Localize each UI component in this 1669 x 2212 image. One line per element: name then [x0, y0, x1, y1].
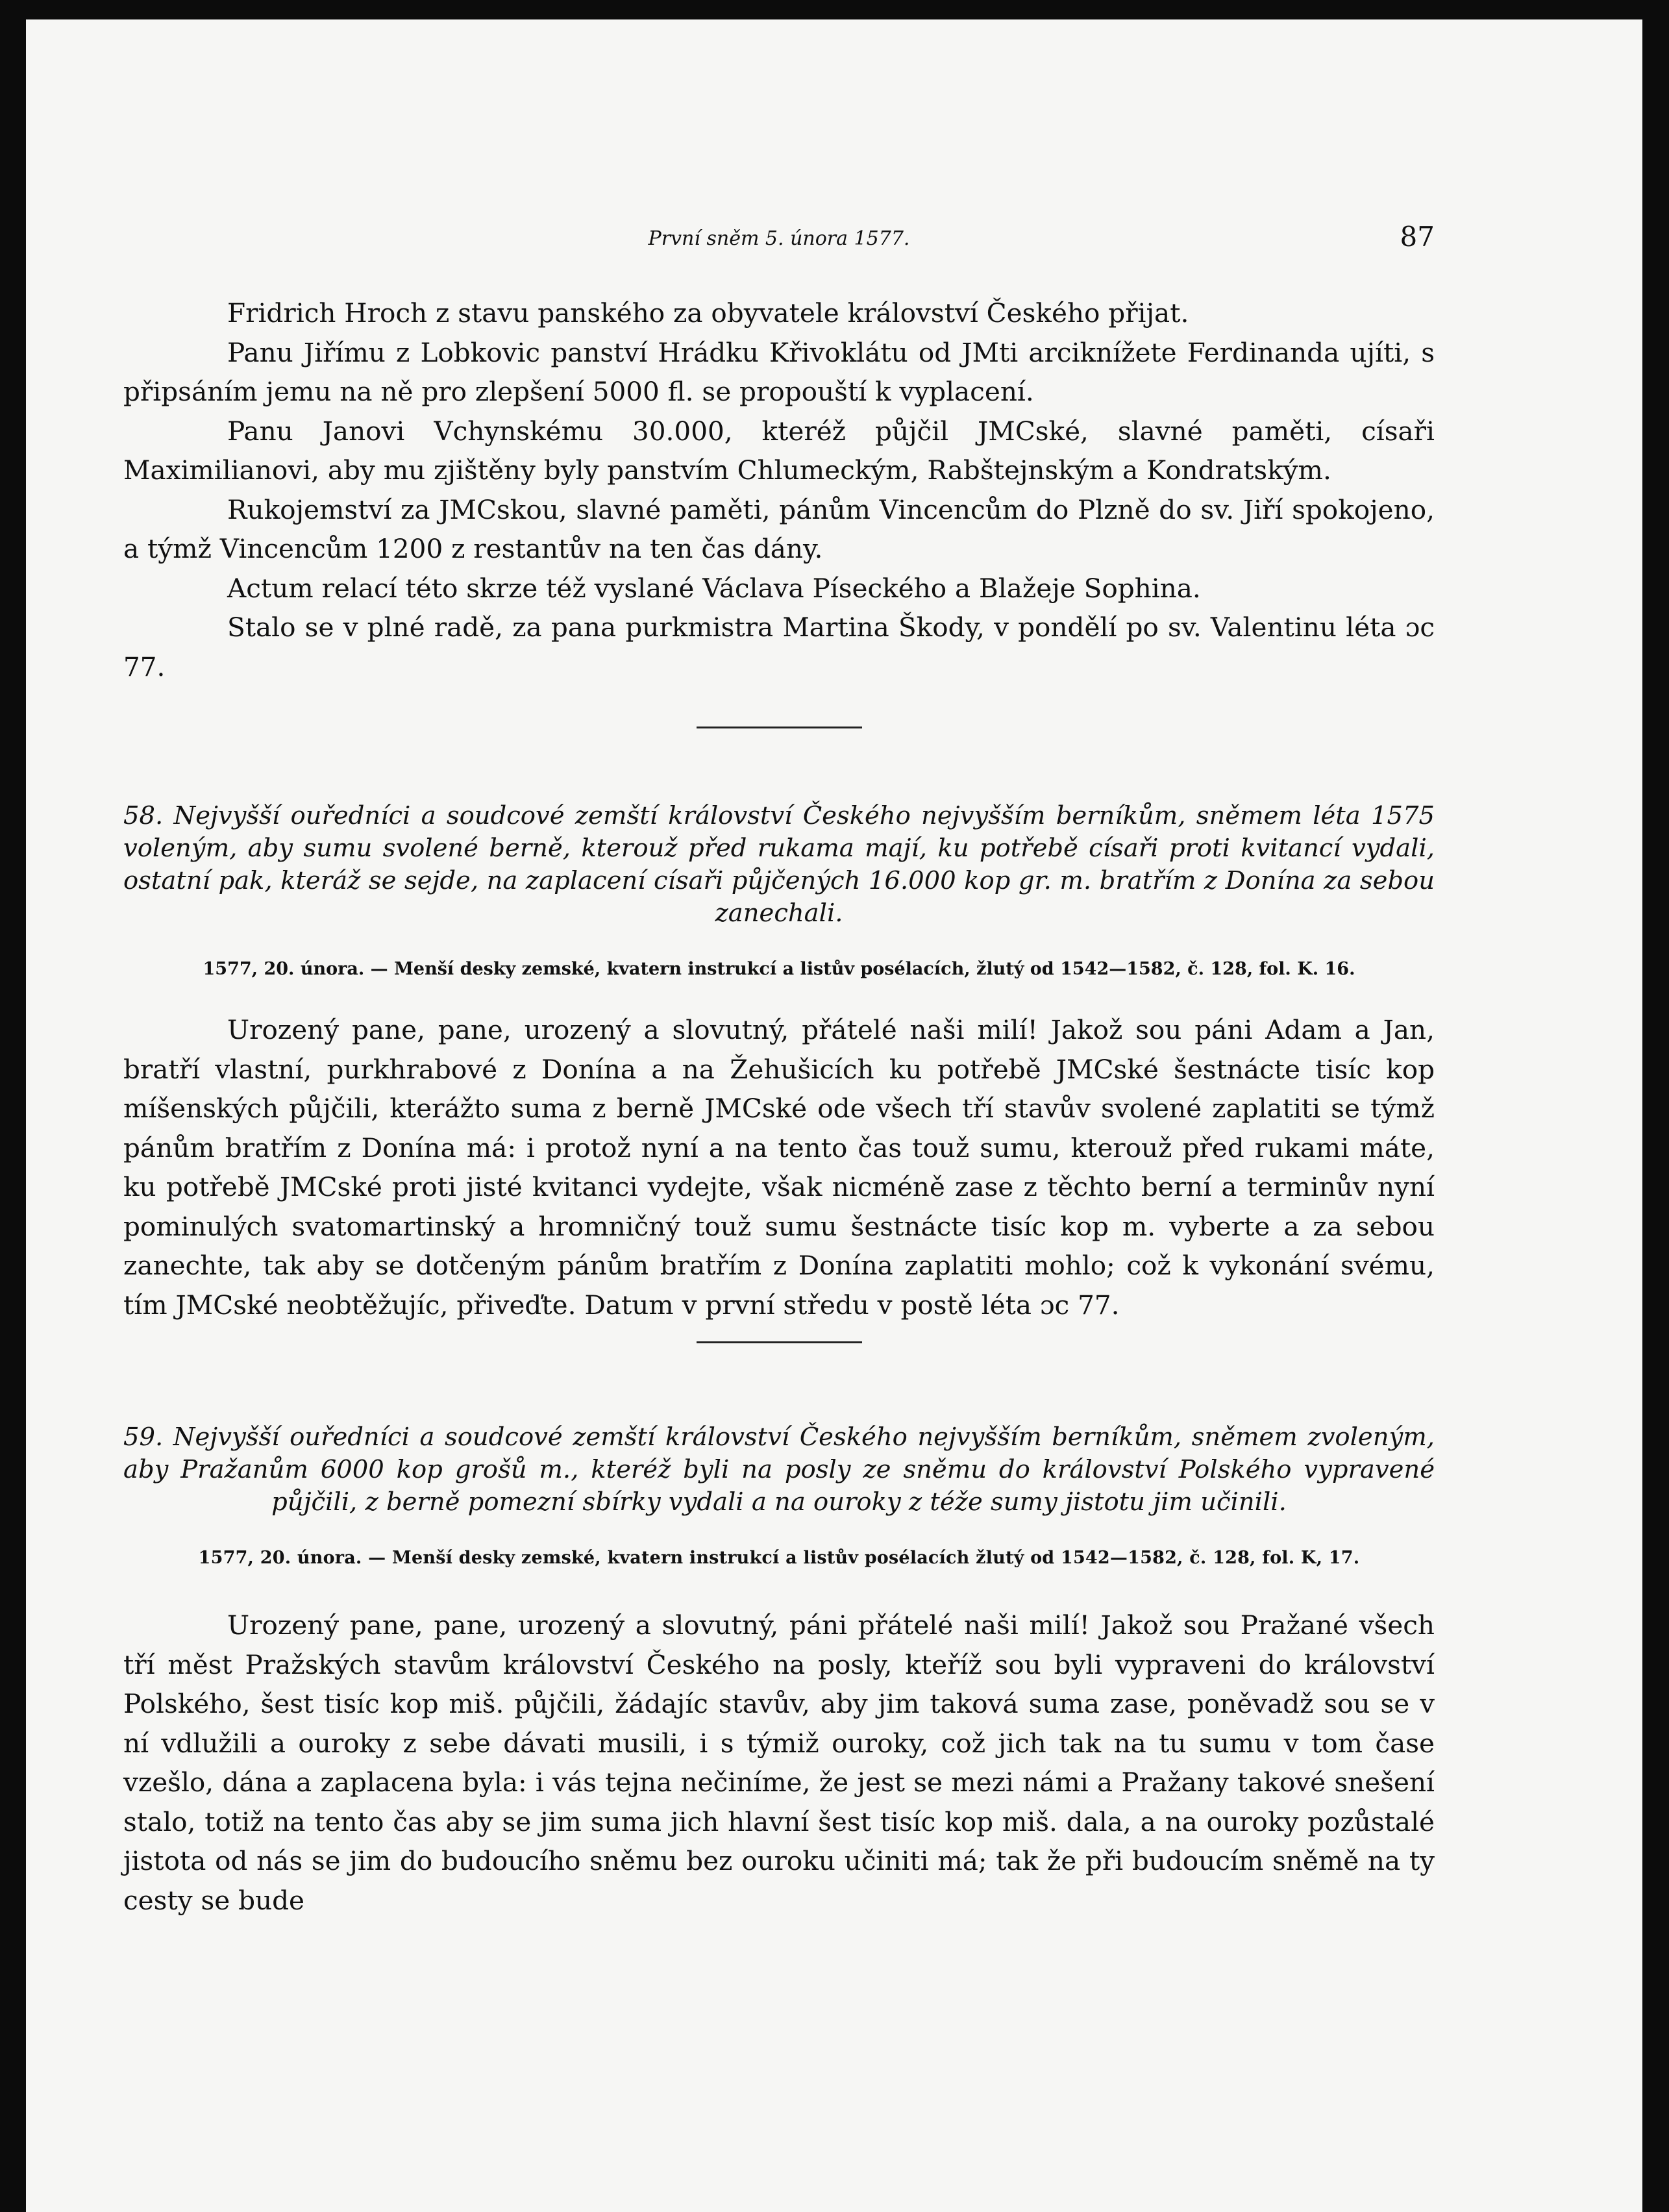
- document-source: 1577, 20. února. — Menší desky zemské, kvatern instrukcí a listův posélacích, žlutý od 1542—1582, č. 128, fol. K. 16.: [203, 959, 1355, 979]
- document-59: [123, 1421, 1435, 1920]
- document-title: 58. Nejvyšší ouředníci a soudcové zemští království Českého nejvyšším berníkům, sněmem léta 1575 voleným, aby sumu svolené berně, kterouž před rukama mají, ku potřebě císaři proti kvitancí vydali, ostatní pak, kteráž se sejde, na zaplacení císaři půjčených 16.000 kop gr. m. bratřím z Donína za sebou zanechali.: [123, 801, 1435, 928]
- page-header: [123, 214, 1435, 273]
- running-title: První sněm 5. února 1577.: [648, 227, 910, 250]
- intro-paragraph: Panu Jiřímu z Lobkovic panství Hrádku Křivoklátu od JMti arciknížete Ferdinanda ujíti, s připsáním jemu na ně pro zlepšení 5000 fl. se propouští k vyplacení.: [123, 336, 1435, 407]
- intro-paragraph: Rukojemství za JMCskou, slavné paměti, pánům Vincencům do Plzně do sv. Jiří spokojeno, a týmž Vincencům 1200 z restantův na ten čas dány.: [123, 493, 1435, 564]
- page-number: 87: [1400, 221, 1435, 253]
- intro-paragraph: Panu Janovi Vchynskému 30.000, kteréž půjčil JMCské, slavné paměti, císaři Maximilianovi, aby mu zjištěny byly panstvím Chlumeckým, Rabštejnským a Kondratským.: [123, 415, 1435, 486]
- intro-section: [123, 293, 1435, 686]
- document-body: Urozený pane, pane, urozený a slovutný, páni přátelé naši milí! Jakož sou Pražané všech tří měst Pražských stavům království Českého na posly, kteříž sou byli vypraveni do království Polského, šest tisíc kop miš. půjčili, žádajíc stavův, aby jim taková suma zase, poněvadž sou se v ní vdlužili a ouroky z sebe dávati musili, i s týmiž ouroky, což jich tak na tu sumu v tom čase vzešlo, dána a zaplacena byla: i vás tejna nečiníme, že jest se mezi námi a Pražany takové snešení stalo, totiž na tento čas aby se jim suma jich hlavní šest tisíc kop miš. dala, a na ouroky pozůstalé jistota od nás se jim do budoucího sněmu bez ouroku učiniti má; tak že při budoucím sněmě na ty cesty se bude: [123, 1609, 1435, 1916]
- document-58: [123, 800, 1435, 1324]
- intro-paragraph: Actum relací této skrze též vyslané Václava Píseckého a Blažeje Sophina.: [227, 572, 1201, 604]
- page-sheet: [26, 19, 1642, 2212]
- page-content: [123, 214, 1435, 1920]
- document-source: 1577, 20. února. — Menší desky zemské, kvatern instrukcí a listův posélacích žlutý od 1542—1582, č. 128, fol. K, 17.: [198, 1548, 1360, 1568]
- document-title: 59. Nejvyšší ouředníci a soudcové zemští království Českého nejvyšším berníkům, sněmem zvoleným, aby Pražanům 6000 kop grošů m., kteréž byli na posly ze sněmu do království Polského vypravené půjčili, z berně pomezní sbírky vydali a na ouroky z téže sumy jistotu jim učinili.: [123, 1423, 1435, 1517]
- section-divider: [697, 1341, 862, 1343]
- section-divider: [697, 727, 862, 728]
- document-body: Urozený pane, pane, urozený a slovutný, přátelé naši milí! Jakož sou páni Adam a Jan, bratří vlastní, purkhrabové z Donína a na Žehušicích ku potřebě JMCské šestnácte tisíc kop míšenských půjčili, kterážto suma z berně JMCské ode všech tří stavův svolené zaplatiti se týmž pánům bratřím z Donína má: i protož nyní a na tento čas touž sumu, kterouž před rukami máte, ku potřebě JMCské proti jisté kvitanci vydejte, však nicméně zase z těchto berní a terminův nyní pominulých svatomartinský a hromničný touž sumu šestnácte tisíc kop m. vyberte a za sebou zanechte, tak aby se dotčeným pánům bratřím z Donína zaplatiti mohlo; což k vykonání svému, tím JMCské neobtěžujíc, přiveďte. Datum v první středu v postě léta ɔc 77.: [123, 1014, 1435, 1321]
- intro-paragraph: Fridrich Hroch z stavu panského za obyvatele království Českého přijat.: [227, 297, 1189, 329]
- intro-paragraph: Stalo se v plné radě, za pana purkmistra Martina Škody, v pondělí po sv. Valentinu léta ɔc 77.: [123, 612, 1435, 682]
